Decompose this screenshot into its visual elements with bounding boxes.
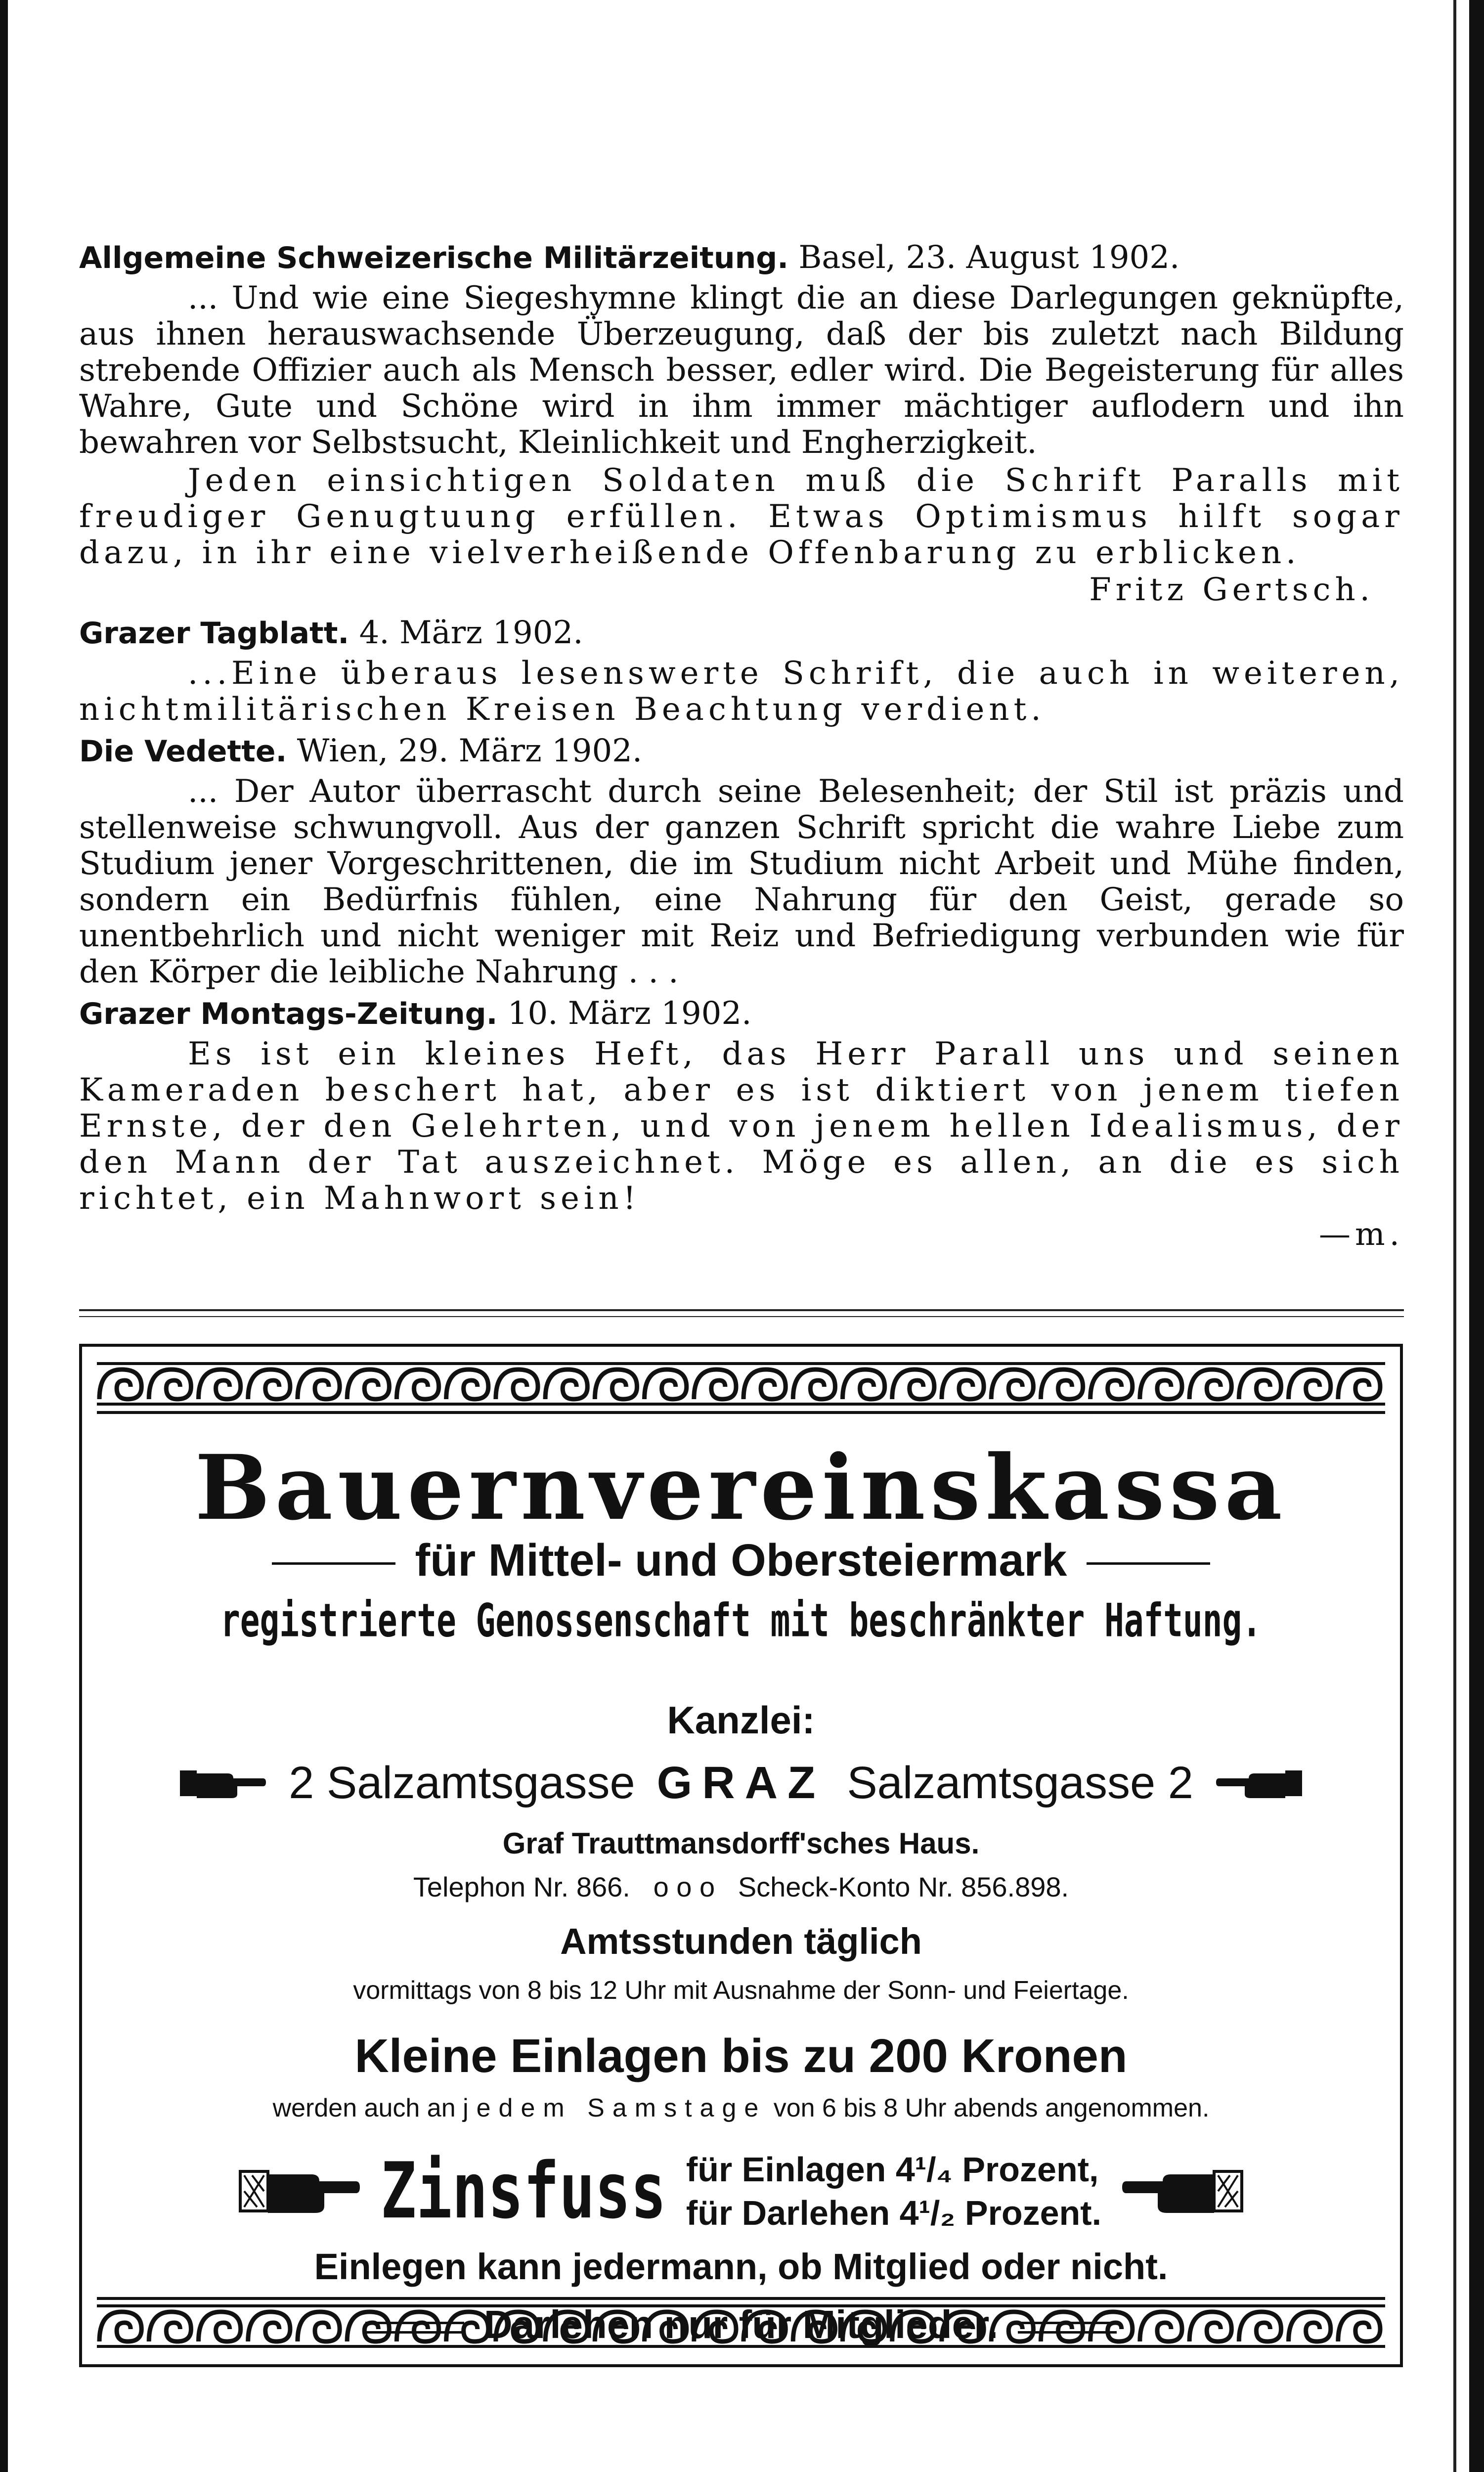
review-end-signature: —m. [1318, 1216, 1404, 1253]
ad-city: GRAZ [656, 1758, 826, 1808]
ad-registration: registrierte Genossenschaft mit beschränkter Haftung. [220, 1594, 1262, 1647]
ad-deposits-post: von 6 bis 8 Uhr abends angenommen. [773, 2094, 1210, 2122]
review-signature: Fritz Gertsch. [1089, 572, 1374, 608]
ad-interest-deposits: für Einlagen 4¹/₄ Prozent, [686, 2150, 1099, 2189]
ad-address-left: 2 Salzamtsgasse [289, 1758, 635, 1808]
review-source-line [79, 993, 1404, 1034]
pointing-hand-icon [237, 2162, 361, 2221]
ad-address [82, 1757, 1400, 1809]
pointing-hand-icon [1215, 1764, 1304, 1803]
review-source: Die Vedette. [79, 734, 287, 769]
ad-scheck: Scheck-Konto Nr. 856.898. [738, 1871, 1069, 1902]
ad-deposits-text [82, 2093, 1400, 2123]
ad-title: Bauernvereinskassa [195, 1436, 1287, 1540]
review-source: Grazer Tagblatt. [79, 616, 349, 651]
review-source: Grazer Montags-Zeitung. [79, 997, 498, 1031]
ad-deposits-emph: jedem Samstage [463, 2094, 767, 2122]
review-paragraph [79, 1036, 1404, 1253]
pointing-hand-icon [178, 1764, 267, 1803]
ad-interest-rates [686, 2148, 1101, 2235]
bank-advertisement [79, 1344, 1403, 2367]
ad-interest-word: Zinsfuss [380, 2146, 666, 2236]
ad-contact [82, 1871, 1400, 1903]
page-edge-left [0, 0, 8, 2472]
review-source: Allgemeine Schweizerische Militärzeitung. [79, 241, 789, 275]
ad-separator: o o o [653, 1871, 715, 1902]
review-source-line [79, 731, 1404, 772]
greek-wave-border-icon [97, 1360, 1385, 1409]
review-paragraph: Jeden einsichtigen Soldaten muß die Schrift Paralls mit freudiger Genugtuung erfüllen. Etwas Optimismus hilft sogar dazu, in ihr eine vielverheißende Offenbarung zu erblicken. [79, 462, 1404, 571]
review-place-date: Wien, 29. März 1902. [297, 733, 643, 769]
review-paragraph: ... Der Autor überrascht durch seine Belesenheit; der Stil ist präzis und stellenweise schwungvoll. Aus der ganzen Schrift spricht die wahre Liebe zum Studium jener Vorgeschrittenen, die im Studium nicht Arbeit und Mühe finden, sondern ein Bedürfnis fühlen, eine Nahrung für den Geist, gerade so unentbehrlich und nicht weniger mit Reiz und Befriedigung verbunden wie für den Körper die leibliche Nahrung . . . [79, 773, 1404, 990]
ad-hours-text: vormittags von 8 bis 12 Uhr mit Ausnahme der Sonn- und Feiertage. [353, 1976, 1129, 2005]
review-place-date: Basel, 23. August 1902. [798, 239, 1180, 276]
review-paragraph-text: Es ist ein kleines Heft, das Herr Parall uns und seinen Kameraden beschert hat, aber es ist diktiert von jenem tiefen Ernste, der den Gelehrten, und von jenem hellen Idealismus, der den Mann der Tat auszeichnet. Möge es allen, an die es sich richtet, ein Mahnwort sein! [79, 1036, 1404, 1217]
review-source-line [79, 613, 1404, 654]
divider-rule [79, 1309, 1404, 1311]
ad-subtitle-text: für Mittel- und Obersteiermark [415, 1535, 1067, 1586]
ad-building: Graf Trauttmansdorff'sches Haus. [502, 1827, 980, 1860]
ad-anyone: Einlegen kann jedermann, ob Mitglied oder nicht. [314, 2246, 1168, 2287]
greek-wave-border-icon [97, 2302, 1385, 2351]
press-reviews [79, 237, 1404, 1253]
review-source-line [79, 237, 1404, 278]
ad-interest-loans: für Darlehen 4¹/₂ Prozent. [686, 2194, 1102, 2232]
ad-deposits-pre: werden auch an [272, 2094, 456, 2122]
review-paragraph: ...Eine überaus lesenswerte Schrift, die auch in weiteren, nichtmilitärischen Kreisen Beachtung verdient. [79, 655, 1404, 728]
page-edge-right-line [1453, 0, 1456, 2472]
ad-telephone: Telephon Nr. 866. [413, 1871, 630, 1902]
review-paragraph: ... Und wie eine Siegeshymne klingt die an diese Darlegungen geknüpfte, aus ihnen herauswachsende Überzeugung, daß der bis zuletzt nach Bildung strebende Offizier auch als Mensch besser, edler wird. Die Begeisterung für alles Wahre, Gute und Schöne wird in ihm immer mächtiger auflodern und ihn bewahren vor Selbstsucht, Kleinlichkeit und Engherzigkeit. [79, 280, 1404, 461]
review-place-date: 4. März 1902. [359, 615, 583, 651]
ad-hours-title: Amtsstunden täglich [560, 1921, 922, 1962]
ad-deposits-title: Kleine Einlagen bis zu 200 Kronen [354, 2030, 1128, 2082]
ad-kanzlei-heading: Kanzlei: [667, 1698, 815, 1742]
divider-rule-thin [79, 1316, 1404, 1317]
ad-address-right: Salzamtsgasse 2 [847, 1758, 1193, 1808]
ad-subtitle [82, 1535, 1400, 1587]
ad-interest [82, 2148, 1400, 2235]
review-place-date: 10. März 1902. [507, 995, 752, 1032]
pointing-hand-icon [1121, 2162, 1245, 2221]
page-edge-right [1469, 0, 1484, 2472]
